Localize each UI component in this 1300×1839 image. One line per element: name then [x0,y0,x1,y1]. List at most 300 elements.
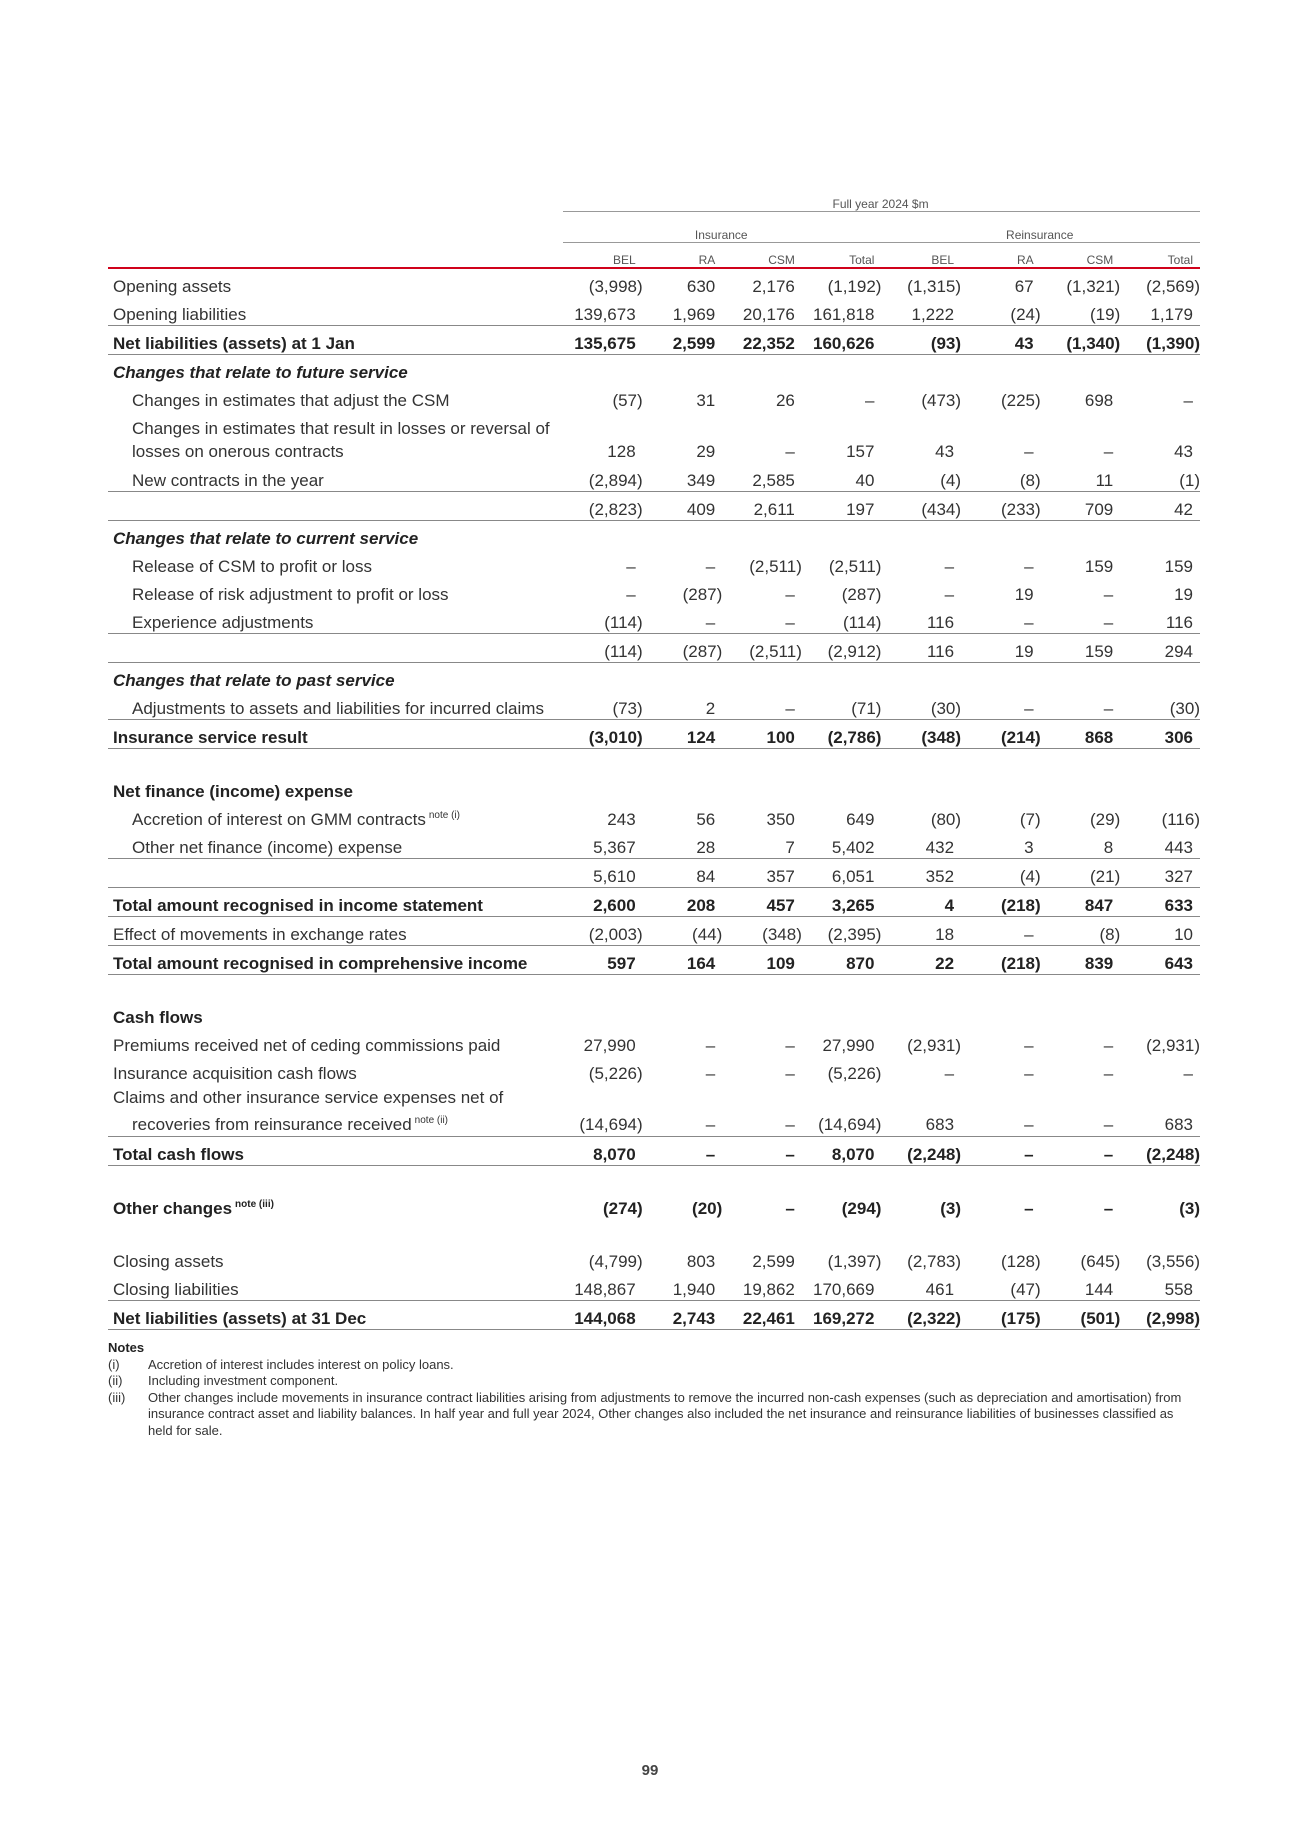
value-cell: – [1024,557,1034,576]
value-cell: (2,511) [722,634,802,663]
row-label-text: Opening assets [113,277,232,296]
value-cell: – [944,585,955,604]
value-cell: (233) [961,492,1041,521]
value-cell: 1,222 [911,305,955,324]
value-cell: 4 [881,888,961,917]
value-cell: 43 [1174,442,1193,461]
liability-movement-table [108,189,1200,1330]
value-cell: (214) [961,720,1041,749]
row-label-text: Closing assets [113,1252,224,1271]
row-label-text: Closing liabilities [113,1280,239,1299]
value-cell: (44) [643,917,723,946]
row-label-text: Total amount recognised in comprehensive income [113,954,528,973]
row-label-text: recoveries from reinsurance received [132,1115,412,1134]
note-key: (iii) [108,1389,126,1405]
value-cell: (20) [692,1199,723,1218]
row-label-text: Net liabilities (assets) at 1 Jan [113,334,355,353]
table-row [108,1244,1200,1272]
row-label-text: Other net finance (income) expense [132,838,403,857]
row-label [108,1028,563,1056]
value-cell: 5,402 [802,830,882,859]
value-cell: 698 [1084,391,1114,410]
value-cell: 327 [1120,859,1200,888]
value-cell: – [1041,691,1121,720]
value-cell: 159 [1084,557,1114,576]
row-label [108,1244,563,1272]
value-cell: 357 [722,859,802,888]
value-cell: 19 [1014,585,1034,604]
value-cell: – [626,557,636,576]
value-cell: 22,461 [722,1301,802,1330]
value-cell: (287) [643,634,723,663]
value-cell: 29 [696,442,716,461]
note-key: (i) [108,1356,120,1372]
value-cell: (1,321) [1066,277,1121,296]
value-cell: 197 [802,492,882,521]
value-cell: (1,390) [1120,326,1200,355]
value-cell: (1,340) [1041,326,1121,355]
value-cell: (2,912) [802,634,882,663]
value-cell: (4) [881,463,961,492]
row-label [108,326,563,355]
row-label [108,802,563,830]
value-cell: 649 [846,810,875,829]
value-cell: (116) [1161,810,1200,829]
row-label-text: Insurance service result [113,728,308,747]
value-cell: 10 [1120,917,1200,946]
value-cell: (2,894) [563,463,643,492]
row-label [108,1084,563,1137]
table-row [108,802,1200,830]
value-cell: (30) [881,691,961,720]
value-cell: 164 [643,946,723,975]
value-cell: (4) [961,859,1041,888]
row-label-text: Total cash flows [113,1145,244,1164]
row-label-text: New contracts in the year [132,471,324,490]
row-label [108,946,563,975]
notes-title: Notes [108,1340,145,1355]
value-cell: 1,969 [672,305,716,324]
row-label-text: Opening liabilities [113,305,247,324]
row-label-text: Premiums received net of ceding commissions paid [113,1036,501,1055]
reinsurance-group-header: Reinsurance [881,212,1200,243]
value-cell: 3 [961,830,1041,859]
row-label-text: Insurance acquisition cash flows [113,1064,357,1083]
insurance-group-header: Insurance [563,212,881,243]
value-cell: 139,673 [574,305,636,324]
row-label-text: Adjustments to assets and liabilities for incurred claims [132,699,544,718]
value-cell: 8,070 [563,1137,643,1166]
notes-section [108,1340,1200,1439]
value-cell: – [643,1084,723,1137]
value-cell: 116 [1120,605,1200,634]
row-label [108,605,563,634]
value-cell: – [1041,1137,1121,1166]
value-cell: (2,511) [749,557,802,576]
table-row [108,1272,1200,1301]
section-heading [108,663,1200,692]
value-cell: – [961,917,1041,946]
value-cell: (24) [1010,305,1041,324]
value-cell: 56 [696,810,716,829]
header-blank [108,212,563,243]
section-heading [108,1000,1200,1028]
value-cell: (114) [563,634,643,663]
value-cell: 159 [1164,557,1193,576]
table-row [108,549,1200,577]
value-cell: (5,226) [827,1064,882,1083]
note-text: Including investment component. [148,1373,339,1388]
value-cell: 19 [961,634,1041,663]
spacer-cell [108,749,1200,775]
value-cell: – [643,605,723,634]
table-row [108,1028,1200,1056]
value-cell: (2,003) [563,917,643,946]
period-header: Full year 2024 $m [563,189,1200,212]
value-cell: – [785,1064,795,1083]
value-cell: 42 [1120,492,1200,521]
value-cell: (274) [602,1199,643,1218]
value-cell: – [1024,1036,1034,1055]
value-cell: (57) [612,391,643,410]
row-label [108,888,563,917]
value-cell: (5,226) [588,1064,643,1083]
value-cell: (1) [1120,463,1200,492]
note-item [108,1357,1200,1374]
value-cell: 683 [1120,1084,1200,1137]
section-heading-row [108,521,1200,550]
value-cell: (2,998) [1120,1301,1200,1330]
table-row [108,297,1200,326]
col-header-csm: CSM [1041,243,1121,269]
row-label [108,1272,563,1301]
value-cell: (2,823) [563,492,643,521]
value-cell: 461 [881,1272,961,1301]
value-cell: – [1024,442,1034,461]
table-row [108,268,1200,297]
value-cell: 159 [1041,634,1121,663]
table-row [108,830,1200,859]
row-label [108,1056,563,1084]
table-row [108,577,1200,605]
value-cell: (175) [961,1301,1041,1330]
row-label [108,720,563,749]
value-cell: – [722,1137,802,1166]
value-cell: 26 [775,391,795,410]
value-cell: – [1041,1084,1121,1137]
table-row [108,888,1200,917]
value-cell: 633 [1120,888,1200,917]
spacer-row [108,975,1200,1001]
value-cell: 160,626 [802,326,882,355]
value-cell: (645) [1080,1252,1121,1271]
value-cell: 161,818 [813,305,875,324]
row-label [108,917,563,946]
value-cell: (30) [1120,691,1200,720]
spacer-row [108,749,1200,775]
spacer-cell [108,1219,1200,1244]
row-label-text: Cash flows [113,1008,203,1027]
row-label-text: losses on onerous contracts [132,442,344,461]
row-label [108,297,563,326]
row-label [108,1301,563,1330]
row-label-text: Effect of movements in exchange rates [113,925,407,944]
row-label-text: Changes in estimates that adjust the CSM [132,391,450,410]
spacer-row [108,1219,1200,1244]
note-key: (ii) [108,1373,123,1388]
value-cell: 683 [881,1084,961,1137]
row-label [108,1191,563,1219]
value-cell: 144 [1041,1272,1121,1301]
value-cell: (14,694) [563,1084,643,1137]
value-cell: – [705,1064,716,1083]
row-label-line: Changes in estimates that result in losses or reversal of [132,419,550,438]
note-reference: note (iii) [235,1199,274,1210]
value-cell: 709 [1041,492,1121,521]
table-row [108,326,1200,355]
value-cell: (3,556) [1146,1252,1200,1271]
section-heading-row [108,355,1200,384]
value-cell: 2,743 [643,1301,723,1330]
value-cell: – [961,1137,1041,1166]
value-cell: 19 [1174,585,1193,604]
row-label [108,634,563,663]
value-cell: 870 [802,946,882,975]
value-cell: (2,511) [828,557,882,576]
table-row [108,605,1200,634]
value-cell: (19) [1090,305,1121,324]
value-cell: 1,940 [643,1272,723,1301]
value-cell: 116 [881,605,961,634]
value-cell: (3) [1179,1199,1200,1218]
value-cell: 67 [1014,277,1034,296]
row-label-line [132,440,556,463]
value-cell: – [1103,585,1114,604]
value-cell: 169,272 [802,1301,882,1330]
value-cell: (128) [1000,1252,1041,1271]
value-cell: – [1024,1064,1034,1083]
value-cell: (80) [930,810,962,829]
col-header-csm: CSM [722,243,802,269]
value-cell: 2,585 [722,463,802,492]
value-cell: 19,862 [722,1272,802,1301]
value-cell: 31 [696,391,716,410]
col-header-bel: BEL [881,243,961,269]
value-cell: 116 [881,634,961,663]
row-label-text: Other changes [113,1199,233,1218]
value-cell: 352 [881,859,961,888]
value-cell: 803 [686,1252,716,1271]
note-reference: note (i) [428,810,460,821]
value-cell: (501) [1041,1301,1121,1330]
value-cell: 5,367 [563,830,643,859]
value-cell: 40 [802,463,882,492]
table-row [108,492,1200,521]
value-cell: (93) [881,326,961,355]
value-cell: (2,248) [1120,1137,1200,1166]
value-cell: (2,248) [881,1137,961,1166]
value-cell: 170,669 [802,1272,882,1301]
row-label [108,463,563,492]
section-heading-row [108,1000,1200,1028]
table-row [108,917,1200,946]
table-row [108,383,1200,411]
table-row [108,1084,1200,1137]
value-cell: (29) [1090,810,1121,829]
value-cell: 109 [722,946,802,975]
value-cell: – [785,442,795,461]
note-text: Accretion of interest includes interest on policy loans. [148,1356,454,1372]
value-cell: 432 [881,830,961,859]
value-cell: 349 [643,463,723,492]
table-row [108,1191,1200,1219]
value-cell: (473) [921,391,962,410]
value-cell: (2,569) [1146,277,1200,296]
row-label [108,411,563,463]
value-cell: 847 [1041,888,1121,917]
value-cell: 20,176 [742,305,795,324]
row-label-line: Claims and other insurance service expenses net of [113,1088,504,1107]
table-row [108,859,1200,888]
value-cell: – [785,585,795,604]
value-cell: – [1183,1064,1193,1083]
value-cell: (2,931) [907,1036,962,1055]
value-cell: 7 [722,830,802,859]
value-cell: – [944,557,955,576]
value-cell: 128 [607,442,636,461]
value-cell: 8,070 [802,1137,882,1166]
value-cell: 84 [643,859,723,888]
value-cell: (14,694) [802,1084,882,1137]
value-cell: (1,192) [827,277,882,296]
value-cell: (2,395) [802,917,882,946]
col-header-total: Total [1120,243,1200,269]
value-cell: (8) [1041,917,1121,946]
value-cell: 208 [643,888,723,917]
value-cell: (2,786) [802,720,882,749]
value-cell: (2,783) [907,1252,962,1271]
value-cell: 868 [1041,720,1121,749]
value-cell: – [944,1064,955,1083]
value-cell: – [785,1036,795,1055]
value-cell: 43 [935,442,955,461]
value-cell: – [643,1137,723,1166]
row-label [108,859,563,888]
value-cell: 457 [722,888,802,917]
value-cell: – [1103,442,1114,461]
table-row [108,1137,1200,1166]
value-cell: (434) [881,492,961,521]
value-cell: 3,265 [802,888,882,917]
value-cell: 144,068 [563,1301,643,1330]
section-heading [108,521,1200,550]
note-text: Other changes include movements in insurance contract liabilities arising from adjustments to remove the incurred non-cash expenses (such as depreciation and amortisation) from insurance contract asset and liability balances. In half year and full year 2024, Other changes also included the net insurance and reinsurance liabilities of businesses classified as held for sale. [148,1389,1182,1438]
value-cell: (225) [1000,391,1041,410]
value-cell: 22 [881,946,961,975]
value-cell: – [1024,1199,1034,1218]
value-cell: 1,179 [1150,305,1193,324]
value-cell: 597 [563,946,643,975]
col-header-ra: RA [643,243,723,269]
value-cell: (4,799) [588,1252,643,1271]
value-cell: – [961,1084,1041,1137]
value-cell: 6,051 [802,859,882,888]
value-cell: – [722,605,802,634]
row-label-text: Release of CSM to profit or loss [132,557,372,576]
table-row [108,1056,1200,1084]
value-cell: – [1103,1199,1114,1218]
value-cell: (3) [940,1199,962,1218]
row-label-text: Changes that relate to future service [113,363,408,382]
value-cell: 2,599 [752,1252,795,1271]
row-label-text: Total amount recognised in income statement [113,896,483,915]
value-cell: – [626,585,636,604]
value-cell: 630 [686,277,716,296]
value-cell: 27,990 [583,1036,636,1055]
value-cell: – [722,691,802,720]
value-cell: 5,610 [563,859,643,888]
value-cell: (218) [961,888,1041,917]
row-label [108,383,563,411]
value-cell: 157 [846,442,875,461]
value-cell: – [1103,1064,1114,1083]
value-cell: (73) [563,691,643,720]
row-label-line [113,1109,556,1136]
value-cell: 2,600 [563,888,643,917]
value-cell: 409 [643,492,723,521]
col-header-bel: BEL [563,243,643,269]
page-number: 99 [641,1762,659,1779]
value-cell: (8) [961,463,1041,492]
section-heading [108,774,1200,802]
row-label-text: Release of risk adjustment to profit or loss [132,585,449,604]
value-cell: 43 [961,326,1041,355]
row-label-text: Net finance (income) expense [113,782,353,801]
row-label-text: Net liabilities (assets) at 31 Dec [113,1309,367,1328]
row-label-text: Accretion of interest on GMM contracts [132,810,426,829]
value-cell: (287) [841,585,882,604]
value-cell: 22,352 [722,326,802,355]
value-cell: – [1183,391,1193,410]
value-cell: (21) [1041,859,1121,888]
table-row [108,463,1200,492]
table-row [108,691,1200,720]
value-cell: 350 [766,810,795,829]
value-cell: 243 [607,810,636,829]
value-cell: – [864,391,875,410]
value-cell: 2,176 [752,277,795,296]
header-blank [108,243,563,269]
value-cell: 148,867 [563,1272,643,1301]
value-cell: 27,990 [822,1036,875,1055]
value-cell: (3,998) [588,277,643,296]
value-cell: 306 [1120,720,1200,749]
row-label-text: Changes that relate to current service [113,529,419,548]
value-cell: 294 [1120,634,1200,663]
value-cell: (47) [961,1272,1041,1301]
value-cell: (1,315) [907,277,962,296]
section-heading-row [108,774,1200,802]
value-cell: – [722,1084,802,1137]
col-header-ra: RA [961,243,1041,269]
value-cell: (2,931) [1146,1036,1200,1055]
row-label [108,549,563,577]
table-row [108,634,1200,663]
value-cell: 839 [1041,946,1121,975]
header-blank [108,189,563,212]
spacer-row [108,1166,1200,1192]
table-row [108,411,1200,463]
